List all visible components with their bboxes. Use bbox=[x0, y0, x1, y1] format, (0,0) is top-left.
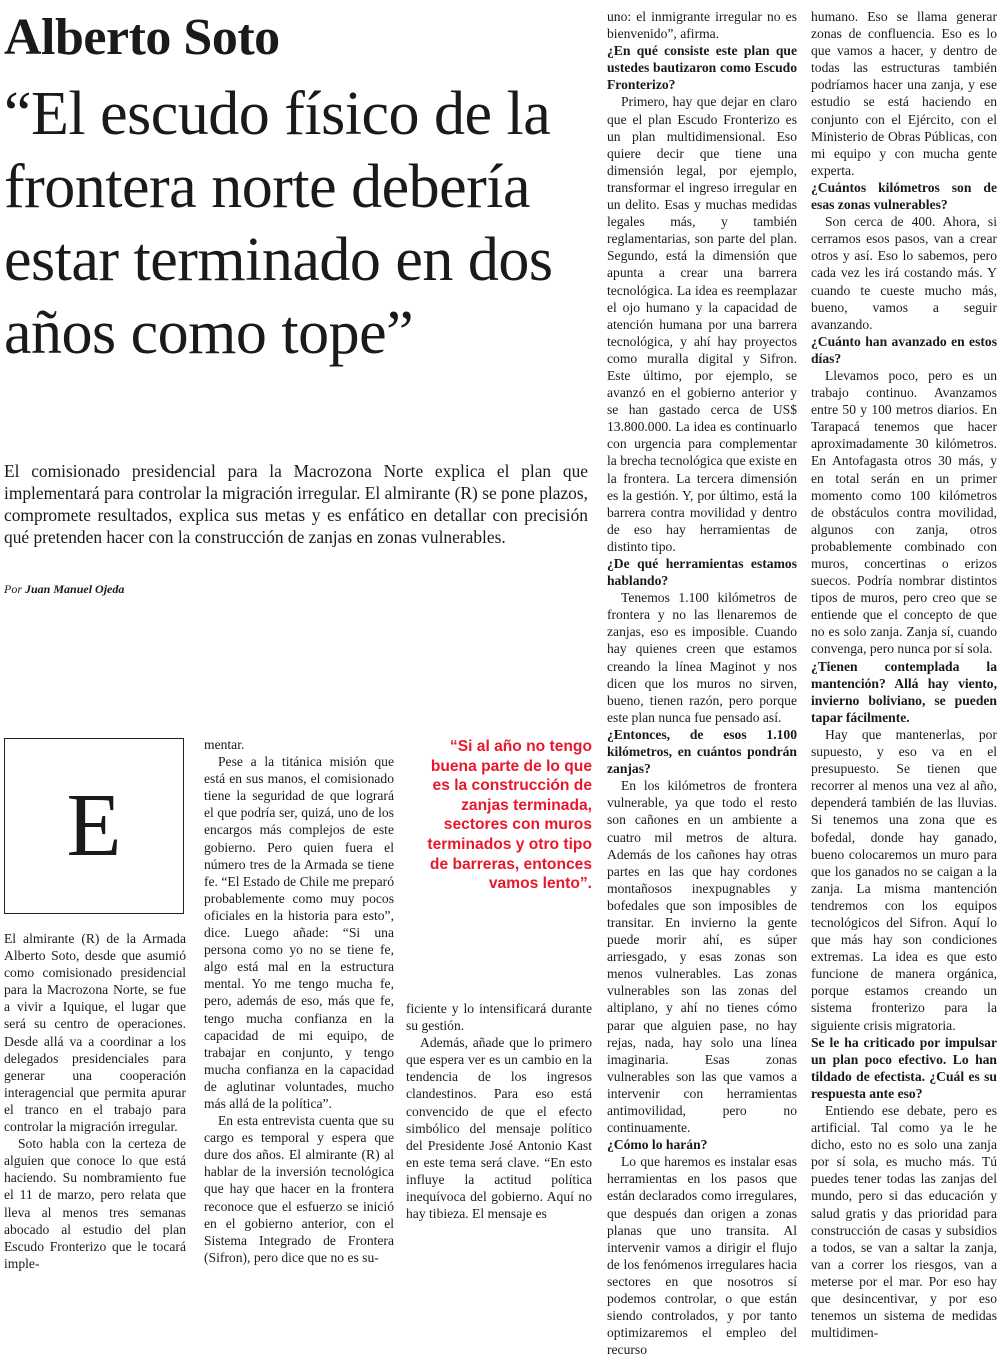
paragraph: Hay que mantenerlas, por supuesto, y eso va en el presupuesto. Se tienen que recorrer al menos una vez al año, dependerá también de las lluvias. Si tenemos una zona que es bofedal, donde hay ganado, bueno colocaremos un muro para que los ganados no se caigan a la zanja. La misma mantención tendremos con los equipos tecnológicos del Sifron. Aquí lo que más hay son condiciones extremas. La idea es que esto funcione de manera orgánica, porque estamos creando un sistema fronterizo para la siguiente crisis migratoria. bbox=[811, 726, 997, 1033]
byline-prefix: Por bbox=[4, 582, 22, 596]
paragraph: Son cerca de 400. Ahora, si cerramos esos pasos, van a crear otros y así. Eso lo sabemos, pero cada vez les irá costando más. Y cuando te cueste mucho más, bueno, vamos a seguir avanzando. bbox=[811, 214, 997, 332]
pull-quote: “Si al año no tengo buena parte de lo que es la construcción de zanjas terminada, sectores con muros terminados y otro tipo de barreras, entonces vamos lento”. bbox=[427, 738, 592, 893]
interviewee-name: Alberto Soto bbox=[4, 9, 280, 66]
paragraph: humano. Eso se llama generar zonas de confluencia. Eso es lo que vamos a hacer, y dentro de todas las estructuras también podríamos hacer una zanja, y ese estudio se está haciendo en conjunto con el Ejército, con el Ministerio de Obras Públicas, con mi equipo y con mucha gente experta. bbox=[811, 9, 997, 178]
paragraph: Primero, hay que dejar en claro que el plan Escudo Fronterizo es un plan multidimensional. Eso quiere decir que tiene una dimensión legal, por ejemplo, transformar el ingreso irregular en un delito. Esas y muchas medidas legales más, y también reglamentarias, son parte del plan. Segundo, está la dimensión que apunta a crear una barrera tecnológica. La idea es reemplazar el ojo humano y la capacidad de atención humana por una barrera tecnológica, y ahí hay proyectos como muralla digital y Sifron. Este último, por ejemplo, se avanzó en el gobierno anterior y se han gastado cerca de US$ 13.800.000. La idea es continuarlo con urgencia para complementar la brecha tecnológica que existe en la frontera. La tercera dimensión es la gestión. Y, por último, está la barrera contra movilidad y dentro de eso hay herramientas de distinto tipo. bbox=[607, 94, 797, 554]
interview-question: ¿Tienen contemplada la mantención? Allá hay viento, invierno boliviano, se pueden tapar fácilmente. bbox=[811, 658, 997, 725]
paragraph: uno: el inmigrante irregular no es bienvenido”, afirma. bbox=[607, 9, 797, 42]
article-lede: El comisionado presidencial para la Macrozona Norte explica el plan que implementará para controlar la migración irregular. El almirante (R) se pone plazos, compromete resultados, explica sus metas y es enfático en detallar con precisión qué pretenden hacer con la construcción de zanjas en zonas vulnerables. bbox=[4, 461, 588, 547]
interview-question: ¿Cómo lo harán? bbox=[607, 1137, 708, 1153]
interview-question: ¿De qué herramientas estamos hablando? bbox=[607, 556, 797, 589]
body-column-1 bbox=[4, 930, 186, 1272]
paragraph: Además, añade que lo primero que espera ver es un cambio en la tendencia de los ingresos clandestinos. Para eso está convencido de que el efecto simbólico del mensaje político del Presidente José Antonio Kast en este tema será clave. “En esto influye la actitud política inequívoca del gobierno. Aquí no hay tibieza. El mensaje es bbox=[406, 1035, 592, 1222]
body-column-5 bbox=[811, 8, 997, 1341]
paragraph: Soto habla con la certeza de alguien que conoce lo que está haciendo. Su nombramiento fue el 11 de marzo, pero relata que lleva al menos tres semanas abocado al estudio del plan Escudo Fronterizo que le tocará imple- bbox=[4, 1136, 186, 1271]
interview-question: Se le ha criticado por impulsar un plan poco efectivo. Lo han tildado de efectista. ¿Cuál es su respuesta ante eso? bbox=[811, 1034, 997, 1101]
paragraph: Pese a la titánica misión que está en sus manos, el comisionado tiene la seguridad de que logrará el que podría ser, quizá, uno de los encargos más complejos de este gobierno. Pero quien fuera el número tres de la Armada se tiene fe. “El Estado de Chile me preparó probablemente como muy pocos oficiales en la historia para esto”, dice. Luego añade: “Si una persona como yo no se tiene fe, algo está mal en la estructura mental. Yo me tengo mucha fe, pero, además de eso, más que fe, tengo mucha confianza en la capacidad de mi equipo, de trabajar en conjunto, y tengo mucha confianza en la capacidad de aglutinar voluntades, mucho más allá de la política”. bbox=[204, 754, 394, 1111]
body-column-3 bbox=[406, 1000, 592, 1222]
drop-cap-box bbox=[4, 738, 184, 914]
drop-cap: E bbox=[66, 776, 122, 875]
byline bbox=[4, 582, 124, 597]
paragraph: Llevamos poco, pero es un trabajo continuo. Avanzamos entre 50 y 100 metros diarios. En Tarapacá tenemos que hacer aproximadamente 30 kilómetros. En Antofagasta otros 30 más, y en total serán en un primer momento como 100 kilómetros de obstáculos contra movilidad, algunos con zanja, otros probablemente combinado con muros, concertinas o erizos suecos. Podría nombrar distintos tipos de muros, pero creo que se entiende que el concepto de que no es solo zanja. Zanja sí, cuando convenga, pero nunca por sí sola. bbox=[811, 367, 997, 657]
paragraph: En esta entrevista cuenta que su cargo es temporal y espera que dure dos años. El almirante (R) al hablar de la inversión tecnológica que hay que hacer en la frontera reconoce que el esfuerzo se inició en el gobierno anterior, con el Sistema Integrado de Frontera (Sifron), pero dice que no es su- bbox=[204, 1113, 394, 1265]
paragraph: En los kilómetros de frontera vulnerable, ya que todo el resto son cañones en un ambiente a cuatro mil metros de altura. Además de los cañones hay otras partes en las que hay cordones montañosos inexpugnables y bofedales que son imposibles de transitar. En invierno la gente puede morir ahí, es súper arriesgado, y esas zonas son menos vulnerables. Las zonas vulnerables son las zonas del altiplano, y ahí no tienes cómo parar que alguien pase, no hay rejas, nada, hay solo una línea imaginaria. Esas zonas vulnerables son las que vamos a intervenir con herramientas antimovilidad, pero no continuamente. bbox=[607, 778, 797, 1136]
paragraph: ficiente y lo intensificará durante su gestión. bbox=[406, 1001, 592, 1034]
byline-author: Juan Manuel Ojeda bbox=[25, 582, 125, 596]
paragraph: El almirante (R) de la Armada Alberto Soto, desde que asumió como comisionado presidencial para la Macrozona Norte, se fue a vivir a Iquique, el lugar que será su centro de operaciones. Desde allá va a coordinar a los delegados presidenciales para generar una cooperación interagencial que permita apurar el tranco en el trabajo para controlar la migración irregular. bbox=[4, 931, 186, 1135]
interview-question: ¿Entonces, de esos 1.100 kilómetros, en cuántos pondrán zanjas? bbox=[607, 726, 797, 777]
interview-question: ¿En qué consiste este plan que ustedes bautizaron como Escudo Fronterizo? bbox=[607, 43, 797, 93]
article-headline: “El escudo físico de la frontera norte debería estar terminado en dos años como tope” bbox=[4, 80, 553, 367]
body-column-4 bbox=[607, 8, 797, 1358]
paragraph: Tenemos 1.100 kilómetros de frontera y no las llenaremos de zanjas, eso es imposible. Cuando hay quienes creen que estamos creando la línea Maginot y nos dicen que los muros no sirven, bueno, tienen razón, pero porque este plan nunca fue pensado así. bbox=[607, 590, 797, 725]
paragraph: Entiendo ese debate, pero es artificial. Tal como ya le he dicho, esto no es solo una zanja por sí sola, es mucho más. Tú puedes tener todas las zanjas del mundo, pero si das educación y salud gratis y das prioridad para construcción de casas y subsidios a todos, se van a saltar la zanja, van a correr los riesgos, van a meterse por el mar. Por eso hay que desincentivar, y por eso tenemos un sistema de medidas multidimen- bbox=[811, 1103, 997, 1341]
interview-question: ¿Cuánto han avanzado en estos días? bbox=[811, 333, 997, 366]
paragraph: mentar. bbox=[204, 737, 245, 752]
paragraph: Lo que haremos es instalar esas herramientas en los pasos que están declarados como irregulares, que después dan origen a zonas planas que uno transita. Al intervenir vamos a dirigir el flujo de los fenómenos irregulares hacia sectores en que nosotros sí podemos controlar, o que están siendo controlados, y por tanto optimizaremos el empleo del recurso bbox=[607, 1154, 797, 1358]
interview-question: ¿Cuántos kilómetros son de esas zonas vulnerables? bbox=[811, 179, 997, 213]
body-column-2 bbox=[204, 736, 394, 1266]
